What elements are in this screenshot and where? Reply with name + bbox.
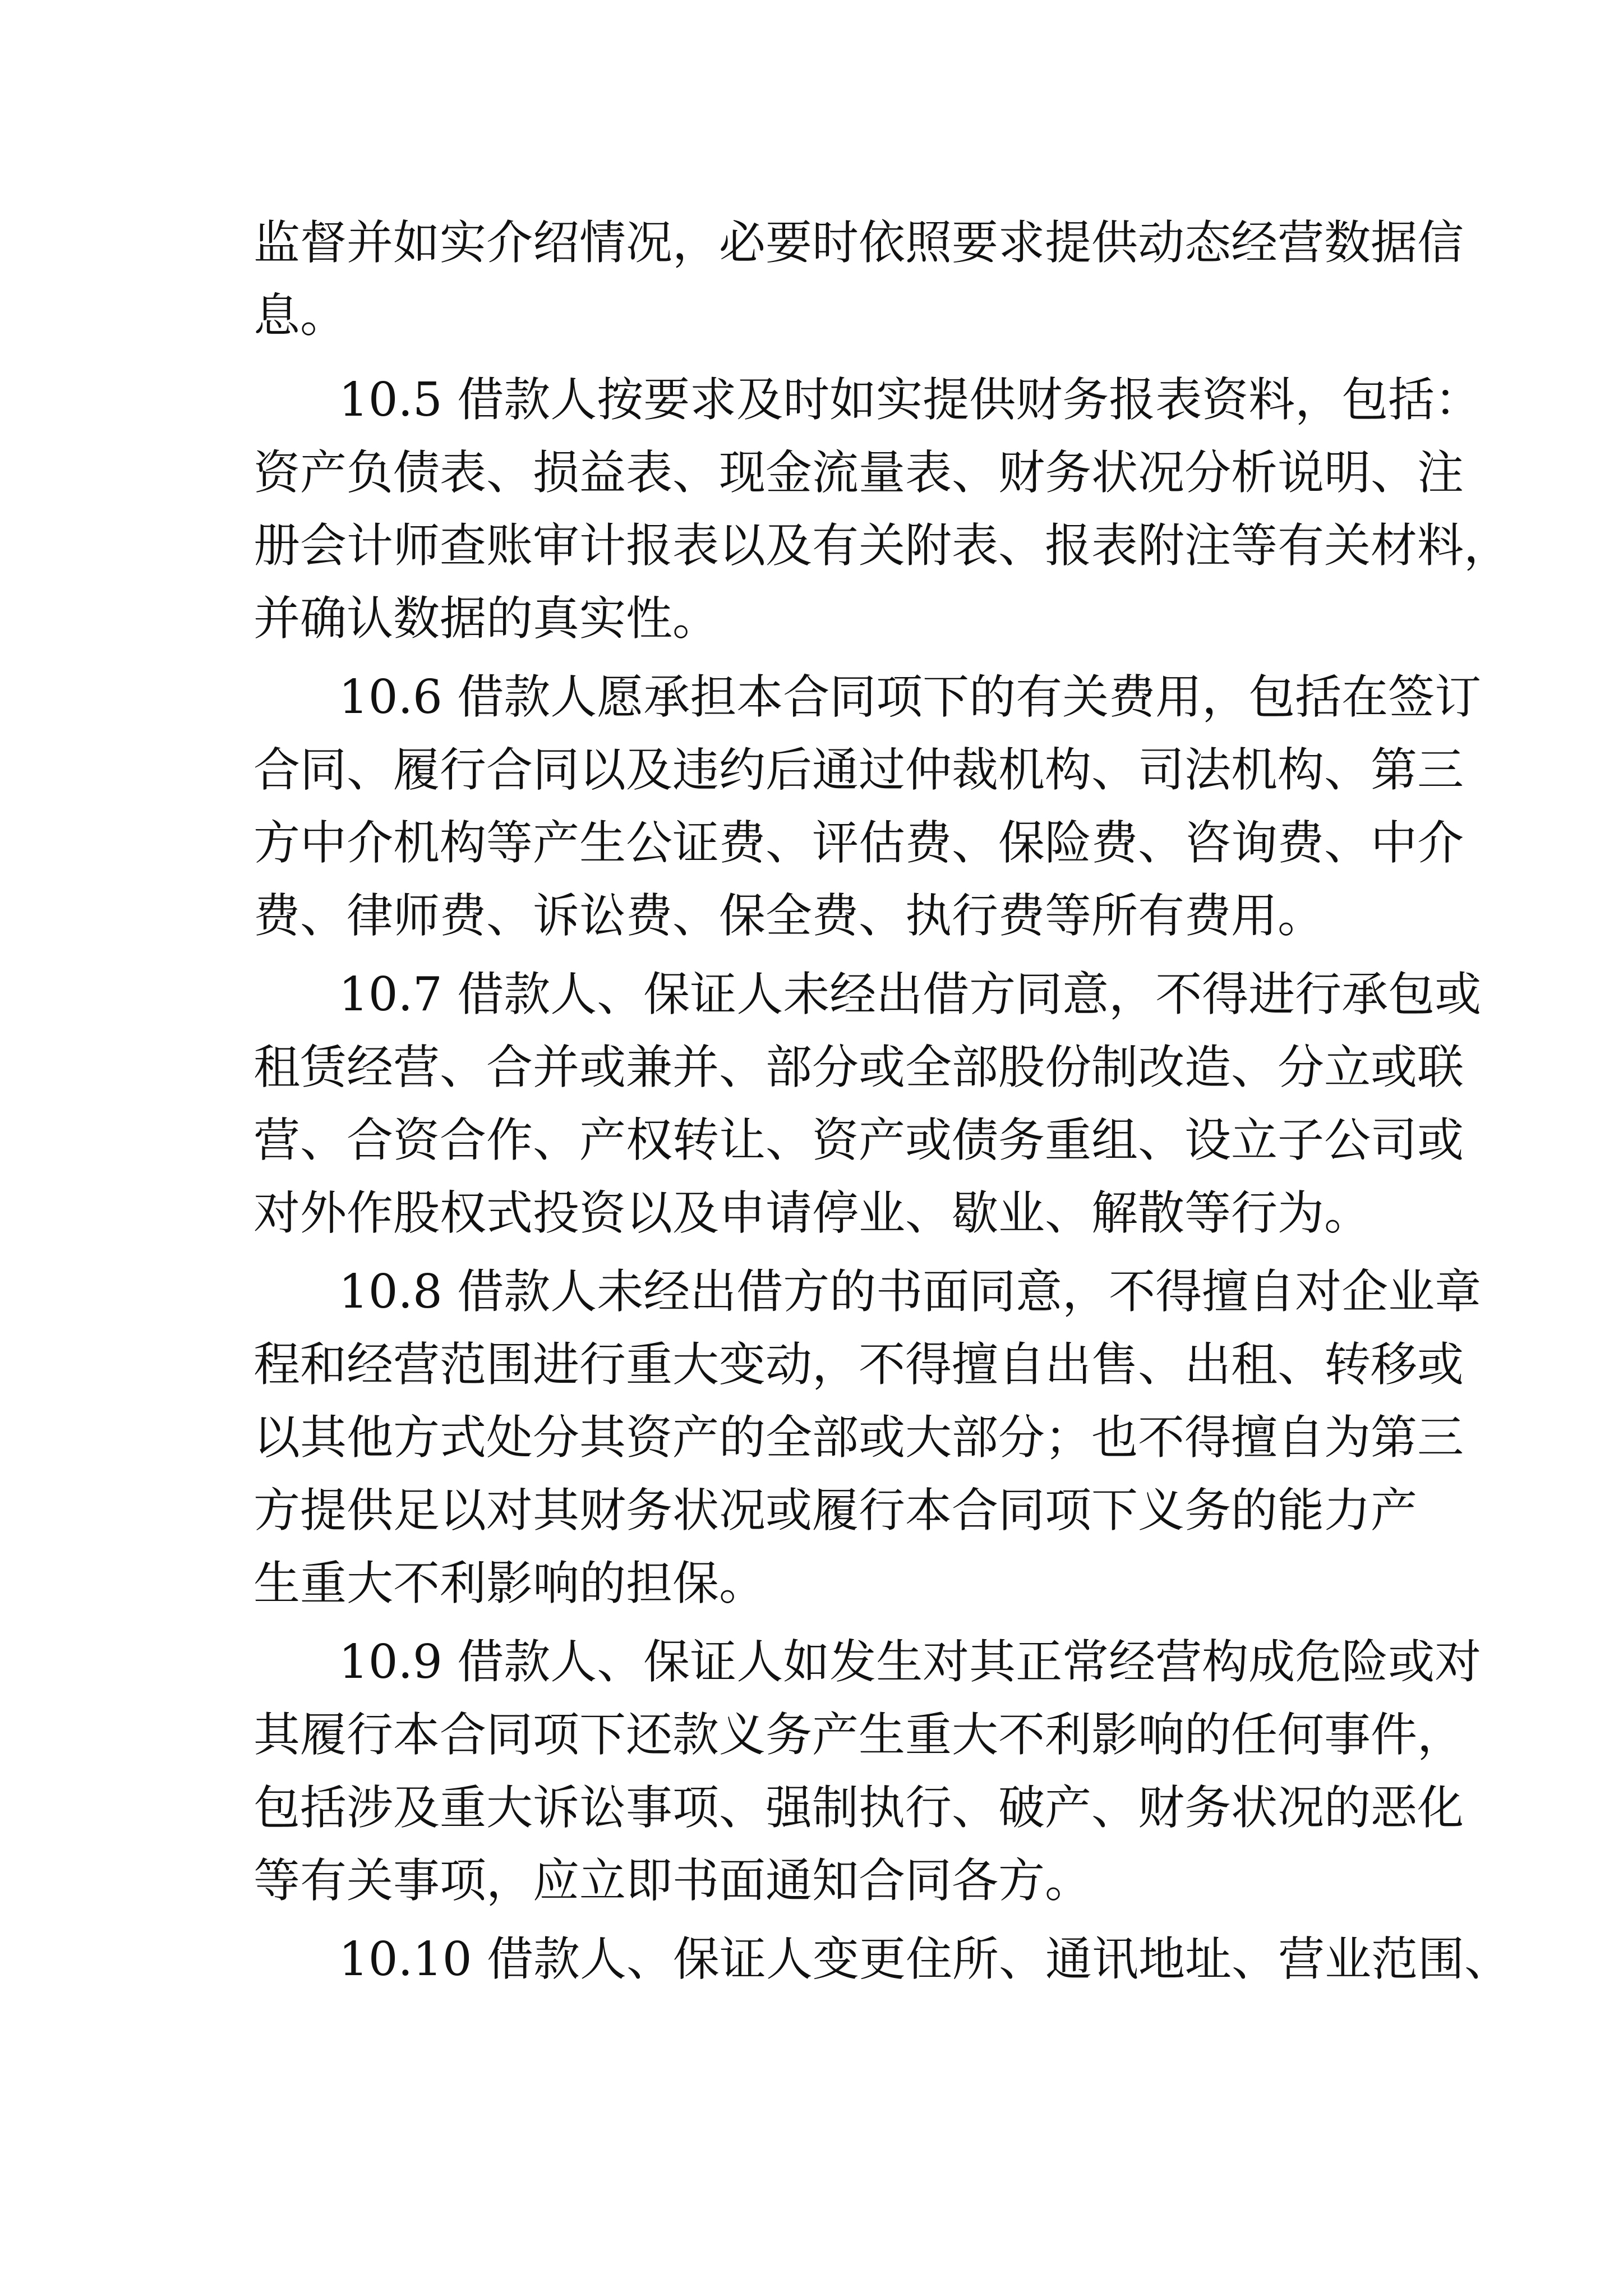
text-line-21: 其履行本合同项下还款义务产生重大不利影响的任何事件， [253, 1708, 1464, 1762]
text-line-4: 资产负债表、损益表、现金流量表、财务状况分析说明、注 [253, 445, 1464, 500]
text-line-1: 监督并如实介绍情况，必要时依照要求提供动态经营数据信 [253, 215, 1464, 270]
text-line-23: 等有关事项，应立即书面通知合同各方。 [253, 1853, 1091, 1908]
text-line-10: 费、律师费、诉讼费、保全费、执行费等所有费用。 [253, 889, 1324, 943]
text-line-9: 方中介机构等产生公证费、评估费、保险费、咨询费、中介 [253, 816, 1464, 870]
text-line-8: 合同、履行合同以及违约后通过仲裁机构、司法机构、第三 [253, 743, 1464, 797]
text-line-18: 方提供足以对其财务状况或履行本合同项下义务的能力产 [253, 1483, 1417, 1538]
text-line-14: 对外作股权式投资以及申请停业、歇业、解散等行为。 [253, 1186, 1371, 1240]
text-line-16: 程和经营范围进行重大变动，不得擅自出售、出租、转移或 [253, 1337, 1464, 1392]
text-line-12: 租赁经营、合并或兼并、部分或全部股份制改造、分立或联 [253, 1040, 1464, 1094]
text-line-11: 10.7 借款人、保证人未经出借方同意，不得进行承包或 [339, 967, 1482, 1022]
text-line-22: 包括涉及重大诉讼事项、强制执行、破产、财务状况的恶化 [253, 1780, 1464, 1835]
text-line-17: 以其他方式处分其资产的全部或大部分；也不得擅自为第三 [253, 1410, 1464, 1465]
text-line-2: 息。 [253, 288, 347, 343]
text-line-7: 10.6 借款人愿承担本合同项下的有关费用，包括在签订 [339, 670, 1482, 724]
text-line-6: 并确认数据的真实性。 [253, 591, 719, 646]
text-line-15: 10.8 借款人未经出借方的书面同意，不得擅自对企业章 [339, 1264, 1482, 1319]
text-line-3: 10.5 借款人按要求及时如实提供财务报表资料，包括： [339, 372, 1482, 427]
text-line-13: 营、合资合作、产权转让、资产或债务重组、设立子公司或 [253, 1113, 1464, 1167]
text-line-19: 生重大不利影响的担保。 [253, 1556, 766, 1611]
text-line-24: 10.10 借款人、保证人变更住所、通讯地址、营业范围、 [339, 1932, 1511, 1986]
text-line-5: 册会计师查账审计报表以及有关附表、报表附注等有关材料， [253, 518, 1510, 573]
text-line-20: 10.9 借款人、保证人如发生对其正常经营构成危险或对 [339, 1635, 1482, 1689]
